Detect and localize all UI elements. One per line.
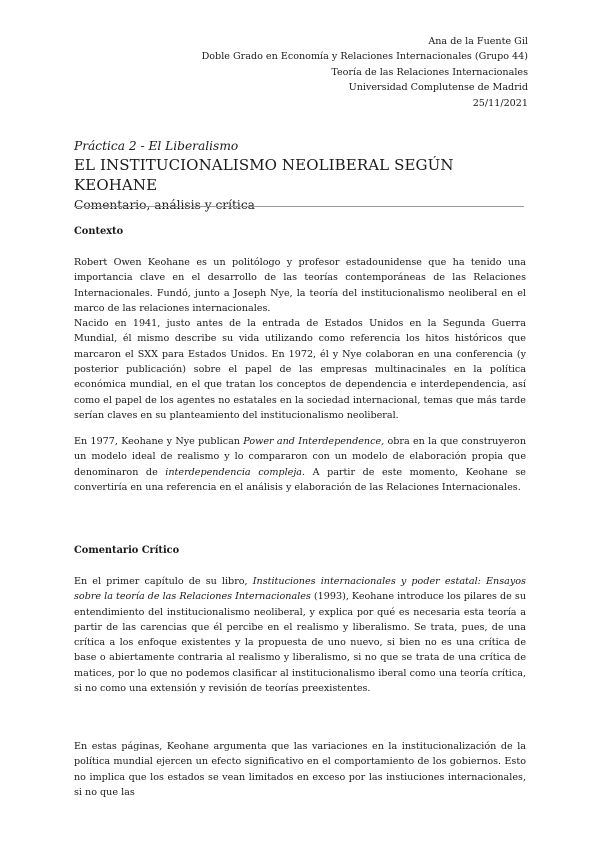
critique-heading: Comentario Crítico xyxy=(74,545,180,556)
date-line: 25/11/2021 xyxy=(472,97,528,109)
course-line: Teoría de las Relaciones Internacionales xyxy=(331,66,528,78)
context-heading: Contexto xyxy=(74,226,124,237)
university-line: Universidad Complutense de Madrid xyxy=(348,82,528,94)
term-interdependencia-compleja: interdependencia compleja. xyxy=(165,466,306,478)
practice-subtitle: Práctica 2 - El Liberalismo xyxy=(74,139,239,153)
context-paragraph-2: Nacido en 1941, justo antes de la entrada de Estados Unidos en la Segunda Guerra Mundial, él mismo describe su vida utilizando como referencia los hitos históricos que marcaron el SXX para Estados Unidos. En 1972, él y Nye colaboran en una conferencia (y posterior publicación) sobre el papel de las empresas multinacinales en la política económica mundial, en el que tratan los conceptos de dependencia e interdependencia, así como el papel de los agentes no estatales en la sociedad internacional, temas que más tarde serían claves en su planteamiento del institucionalismo neoliberal. xyxy=(74,318,526,421)
book-title-instituciones: Instituciones internacionales y poder estatal: Ensayos sobre la teoría de las Relaciones Internacionales xyxy=(74,576,526,603)
context-paragraph-3: En 1977, Keohane y Nye publican Power and Interdependence, obra en la que construyeron un modelo ideal de realismo y lo compararon con un modelo de elaboración propia que denominaron de interdependencia compleja. A partir de este momento, Keohane se convertiría en una referencia en el análisis y elaboración de las Relaciones Internacionales. xyxy=(74,436,527,493)
title-divider xyxy=(74,206,524,207)
critique-paragraph-2: En estas páginas, Keohane argumenta que las variaciones en la institucionalización de la política mundial ejercen un efecto significativo en el comportamiento de los gobiernos. Esto no implica que los estados se vean limitados en exceso por las instiuciones internacionales, si no que las xyxy=(74,741,526,798)
context-paragraph-1: Robert Owen Keohane es un politólogo y profesor estadounidense que ha tenido una importancia clave en el desarrollo de las teorías contemporáneas de las Relaciones Internacionales. Fundó, junto a Joseph Nye, la teoría del institucionalismo neoliberal en el marco de las relaciones internacionales. xyxy=(74,257,526,314)
page-title: EL INSTITUCIONALISMO NEOLIBERAL SEGÚN KEOHANE xyxy=(74,156,454,194)
title-tagline: Comentario, análisis y crítica xyxy=(74,198,255,212)
title-block xyxy=(74,138,524,214)
context-body xyxy=(74,255,526,423)
critique-paragraph-1: En el primer capítulo de su libro, Instituciones internacionales y poder estatal: Ensayos sobre la teoría de las Relaciones Internacionales (1993), Keohane introduce los pilares de su entendimiento del institucionalismo neoliberal, y explica por qué es necesaria esta teoría a partir de las carencias que él percibe en el realismo y liberalismo. Se trata, pues, de una crítica a los enfoque existentes y la propuesta de uno nuevo, si bien no es una crítica de base o abiertamente contraria al realismo y liberalismo, si no que se trata de una crítica de matices, por lo que no podemos clasificar al institucionalismo iberal como una teoría crítica, si no como una extensión y revisión de teorías preexistentes. xyxy=(74,576,526,695)
degree-line: Doble Grado en Economía y Relaciones Internacionales (Grupo 44) xyxy=(201,51,528,63)
book-title-power-interdependence: Power and Interdependence, xyxy=(243,436,385,447)
author-header xyxy=(202,34,528,111)
author-name: Ana de la Fuente Gil xyxy=(428,36,528,47)
